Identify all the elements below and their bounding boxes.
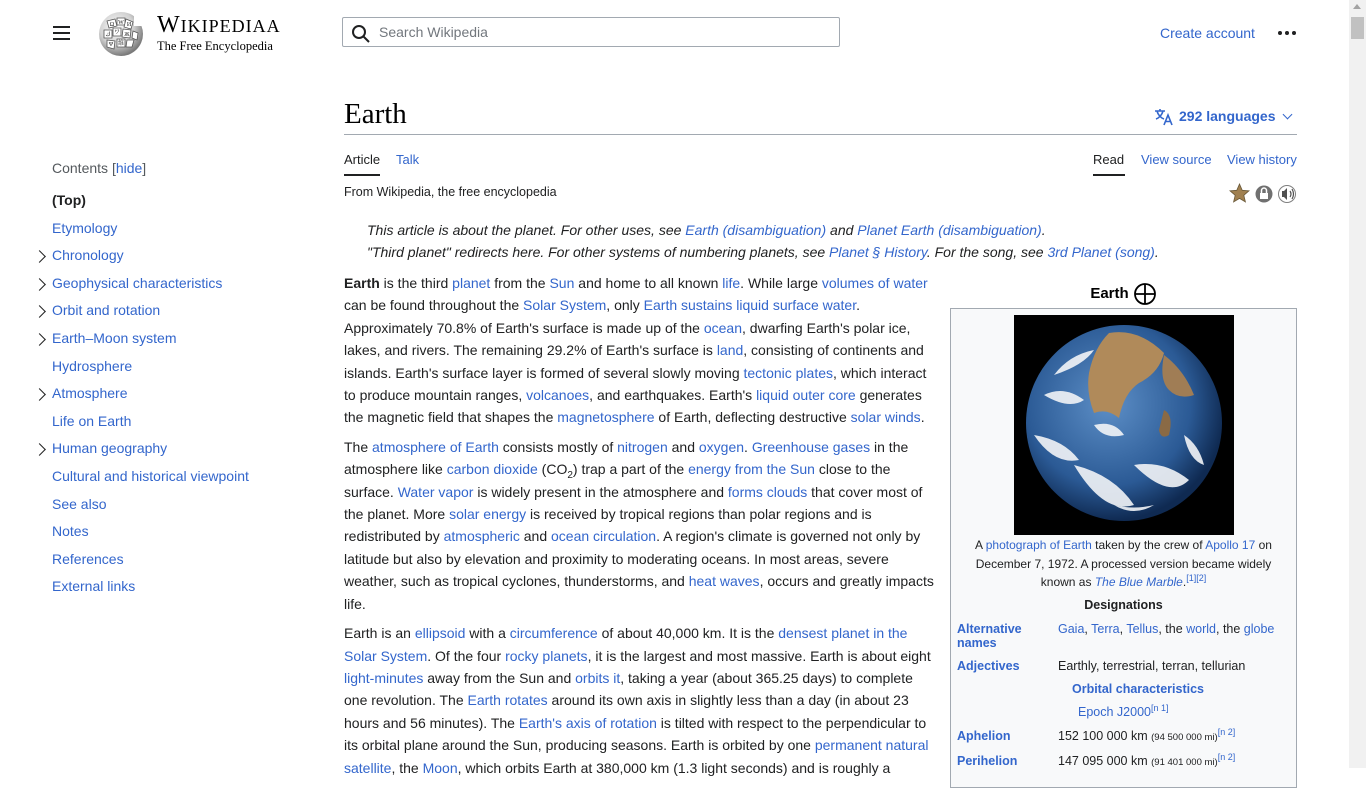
wiki-link[interactable]: forms clouds bbox=[727, 483, 808, 500]
wiki-link[interactable]: volcanoes bbox=[526, 387, 590, 404]
wiki-link[interactable]: light-minutes bbox=[344, 669, 424, 686]
text-run: A bbox=[975, 538, 986, 552]
infobox-image-caption bbox=[963, 536, 1284, 592]
wiki-link[interactable]: densest planet in the Solar System bbox=[344, 625, 908, 664]
wiki-link[interactable]: photograph of Earth bbox=[985, 538, 1092, 552]
toc-item[interactable]: External links bbox=[52, 578, 136, 594]
text-run: around its own axis in slightly less than a day (in about 23 hours and 56 minutes). The bbox=[344, 692, 909, 731]
text-run: . bbox=[744, 438, 752, 455]
toc-item[interactable]: Orbit and rotation bbox=[52, 302, 161, 318]
wiki-link[interactable]: ellipsoid bbox=[414, 625, 466, 642]
lock-icon[interactable] bbox=[1255, 183, 1273, 207]
text-run: , bbox=[1084, 622, 1092, 636]
adjectives-label[interactable]: Adjectives bbox=[957, 659, 1020, 673]
wiki-link[interactable]: carbon dioxide bbox=[446, 461, 538, 478]
chevron-right-icon[interactable] bbox=[33, 250, 46, 263]
text-run: . While large bbox=[740, 275, 822, 291]
aphelion-label[interactable]: Aphelion bbox=[957, 729, 1011, 743]
toc-item[interactable]: Human geography bbox=[52, 440, 168, 456]
wiki-link[interactable]: Water vapor bbox=[397, 483, 474, 500]
designations-header: Designations bbox=[1084, 598, 1163, 612]
toc-item[interactable]: Geophysical characteristics bbox=[52, 275, 223, 291]
wiki-link[interactable]: circumference bbox=[509, 625, 598, 642]
text-run: ) trap a part of the bbox=[572, 461, 689, 478]
wiki-link[interactable]: ocean circulation bbox=[551, 528, 657, 545]
create-account-link[interactable]: Create account bbox=[1160, 25, 1255, 41]
wiki-link[interactable]: oxygen bbox=[698, 438, 745, 455]
wiki-link[interactable]: nitrogen bbox=[617, 438, 668, 455]
text-run: consists mostly of bbox=[498, 438, 618, 455]
wiki-link[interactable]: solar winds bbox=[850, 409, 921, 426]
wiki-link[interactable]: Earth's axis of rotation bbox=[518, 714, 657, 731]
toc-item[interactable]: References bbox=[52, 551, 124, 567]
toc-item[interactable]: Notes bbox=[52, 523, 89, 539]
text-run: and bbox=[667, 438, 699, 455]
chevron-right-icon[interactable] bbox=[33, 388, 46, 401]
text-run: , it is the largest and most massive. Earth is about eight bbox=[587, 647, 931, 664]
text-run: , bbox=[1119, 622, 1127, 636]
text-run: can be found throughout the bbox=[344, 297, 524, 314]
wikipedia-wordmark[interactable] bbox=[157, 13, 281, 53]
text-run: , and earthquakes. Earth's bbox=[589, 387, 757, 404]
aphelion-value: 152 100 000 km (94 500 000 mi)[n 2] bbox=[1058, 726, 1236, 743]
search-input[interactable] bbox=[379, 18, 819, 46]
text-run: is tilted with respect to the perpendicular to its orbital plane around the Sun, producing seasons. Earth is orbited by one bbox=[344, 714, 927, 754]
wiki-link[interactable]: Greenhouse gases bbox=[751, 438, 871, 455]
wiki-link[interactable]: ocean bbox=[703, 319, 743, 336]
language-selector-button[interactable] bbox=[1154, 108, 1291, 128]
wiki-link[interactable]: world bbox=[1186, 622, 1216, 636]
reference-link[interactable]: [1][2] bbox=[1186, 573, 1207, 583]
audio-icon[interactable] bbox=[1277, 183, 1299, 207]
wiki-link[interactable]: Solar System bbox=[523, 297, 607, 314]
article-paragraph bbox=[344, 272, 936, 429]
text-run: away from the Sun and bbox=[423, 669, 576, 686]
epoch-link[interactable]: Epoch J2000 bbox=[1078, 705, 1151, 719]
text-run: , the bbox=[1158, 622, 1187, 636]
bold-term: Earth bbox=[344, 275, 380, 291]
wiki-link[interactable]: tectonic plates bbox=[743, 364, 833, 381]
adjectives-value: Earthly, terrestrial, terran, tellurian bbox=[1058, 659, 1246, 673]
wiki-link[interactable]: Apollo 17 bbox=[1205, 538, 1256, 552]
wiki-link[interactable]: Earth rotates bbox=[467, 692, 548, 709]
article-body bbox=[344, 272, 936, 786]
perihelion-label[interactable]: Perihelion bbox=[957, 754, 1018, 768]
text-run: is the third bbox=[379, 275, 453, 291]
text-run: The bbox=[344, 438, 373, 455]
wordmark-title: WIKIPEDIAA bbox=[157, 12, 281, 38]
main-menu-button[interactable] bbox=[46, 18, 76, 48]
text-run: of about 40,000 km. It is the bbox=[597, 625, 779, 642]
svg-text:Ψ: Ψ bbox=[108, 42, 114, 48]
wikipedia-globe-logo[interactable] bbox=[96, 9, 146, 57]
chevron-right-icon[interactable] bbox=[33, 333, 46, 346]
text-run: of Earth, deflecting destructive bbox=[654, 409, 851, 426]
text-run: . Approximately 70.8% of Earth's surface is made up of the bbox=[344, 297, 860, 336]
text-run: that cover most of the planet. More bbox=[344, 483, 923, 523]
infobox-caption: Earth bbox=[950, 282, 1297, 306]
infobox bbox=[950, 308, 1297, 788]
epoch-value bbox=[1078, 702, 1312, 719]
text-run: and home to all known bbox=[574, 275, 723, 291]
text-run: (CO bbox=[537, 461, 568, 478]
wiki-link[interactable]: orbits it bbox=[575, 669, 621, 686]
svg-text:W: W bbox=[118, 20, 124, 26]
hatnote-link[interactable]: 3rd Planet (song) bbox=[1047, 244, 1155, 260]
hamburger-icon bbox=[53, 26, 70, 28]
wiki-link[interactable]: planet bbox=[452, 275, 491, 291]
text-run: , which interact to produce mountain ranges, bbox=[344, 364, 927, 404]
toc-item[interactable]: Etymology bbox=[52, 220, 118, 236]
language-count: 292 languages bbox=[1179, 108, 1276, 124]
hatnote-redirect: "Third planet" redirects here. For other systems of numbering planets, see Planet § History. For the song, see 3rd Planet (song). bbox=[367, 244, 1159, 260]
note-ref[interactable]: [n 1] bbox=[1150, 702, 1169, 713]
toc-item[interactable]: See also bbox=[52, 496, 107, 512]
toc-item[interactable]: Hydrosphere bbox=[52, 358, 133, 374]
wiki-link[interactable]: rocky planets bbox=[505, 647, 588, 664]
hatnote-link[interactable]: Earth (disambiguation) bbox=[685, 222, 827, 238]
text-run: on December 7, 1972. A processed version became widely known as bbox=[975, 538, 1272, 589]
wiki-link[interactable]: liquid outer core bbox=[756, 387, 856, 404]
alt-names-value bbox=[1058, 622, 1292, 636]
tab-read[interactable]: Read bbox=[1093, 152, 1125, 167]
wiki-link[interactable]: globe bbox=[1243, 622, 1275, 636]
svg-text:ワ: ワ bbox=[113, 30, 121, 36]
article-paragraph bbox=[344, 622, 936, 779]
site-subtitle: From Wikipedia, the free encyclopedia bbox=[344, 185, 557, 199]
text-run: . bbox=[920, 409, 925, 426]
perihelion-value: 147 095 000 km (91 401 000 mi)[n 2] bbox=[1058, 751, 1236, 768]
wiki-link[interactable]: Moon bbox=[422, 759, 458, 776]
wiki-link[interactable]: land bbox=[716, 342, 744, 359]
text-run: is received by tropical regions than polar regions and is redistributed by bbox=[344, 506, 872, 545]
chevron-right-icon[interactable] bbox=[33, 278, 46, 291]
search-box[interactable] bbox=[342, 17, 840, 47]
page-title: Earth bbox=[344, 98, 407, 130]
site-header bbox=[0, 0, 1349, 66]
text-run: , consisting of continents and islands. Earth's surface layer is formed of several slowly moving bbox=[344, 342, 924, 381]
toc-item[interactable]: Earth–Moon system bbox=[52, 330, 177, 346]
toc-item[interactable]: Atmosphere bbox=[52, 385, 128, 401]
toc-heading: Contents [hide] bbox=[52, 160, 147, 176]
svg-text:Ж: Ж bbox=[124, 32, 130, 38]
wiki-link[interactable]: energy from the Sun bbox=[688, 461, 815, 478]
text-run: , dwarfing Earth's polar ice, lakes, and rivers. The remaining 29.2% of Earth's surface is bbox=[344, 319, 911, 359]
toc-item[interactable]: Life on Earth bbox=[52, 413, 132, 429]
wiki-link[interactable]: Tellus bbox=[1126, 622, 1159, 636]
text-run: , only bbox=[606, 297, 644, 314]
scroll-up-arrow-icon[interactable] bbox=[1353, 4, 1361, 9]
text-run: generates the magnetic field that shapes the bbox=[344, 387, 922, 426]
toc-item[interactable]: Cultural and historical viewpoint bbox=[52, 468, 249, 484]
earth-symbol-icon bbox=[1133, 282, 1157, 306]
tab-talk[interactable]: Talk bbox=[396, 152, 420, 167]
text-run: . bbox=[1182, 575, 1187, 589]
wiki-link[interactable]: Terra bbox=[1091, 622, 1120, 636]
featured-star-icon[interactable] bbox=[1229, 183, 1250, 207]
wiki-link[interactable]: heat waves bbox=[688, 573, 760, 590]
text-run: , taking a year (about 365.25 days) to complete one revolution. The bbox=[344, 669, 913, 709]
note-ref[interactable]: [n 2] bbox=[1217, 726, 1236, 737]
tab-view-history[interactable]: View history bbox=[1227, 152, 1297, 167]
wordmark-tagline: The Free Encyclopedia bbox=[157, 39, 273, 53]
text-run: with a bbox=[465, 625, 510, 642]
text-run: close to the surface. bbox=[344, 461, 891, 500]
wiki-link[interactable]: solar energy bbox=[449, 506, 527, 523]
wiki-link[interactable]: Gaia bbox=[1058, 622, 1085, 636]
text-run: Earth is an bbox=[344, 625, 415, 642]
wiki-link[interactable]: magnetosphere bbox=[557, 409, 655, 426]
wiki-link[interactable]: permanent natural satellite bbox=[344, 737, 929, 776]
orbital-characteristics-header[interactable]: Orbital characteristics bbox=[1071, 682, 1204, 696]
translate-icon bbox=[1154, 108, 1174, 126]
subscript: 2 bbox=[567, 470, 573, 482]
chevron-down-icon bbox=[1282, 110, 1292, 120]
text-run: , occurs and greatly impacts life. bbox=[344, 573, 934, 612]
svg-text:И: И bbox=[126, 22, 132, 28]
wiki-link[interactable]: atmosphere of Earth bbox=[372, 438, 499, 455]
wiki-link[interactable]: volumes of water bbox=[821, 275, 928, 291]
tab-read-underline bbox=[1093, 174, 1125, 176]
wiki-link[interactable]: The Blue Marble bbox=[1094, 575, 1183, 589]
svg-text:Ω: Ω bbox=[109, 22, 115, 28]
svg-text:維: 維 bbox=[117, 41, 125, 47]
text-run: from the bbox=[490, 275, 550, 291]
tab-article-underline bbox=[344, 174, 380, 176]
chevron-right-icon[interactable] bbox=[33, 305, 46, 318]
wiki-link[interactable]: atmospheric bbox=[443, 528, 520, 545]
chevron-right-icon[interactable] bbox=[33, 443, 46, 456]
text-run: . A region's climate is governed not only by latitude but also by elevation and proximity to moderating oceans. In most areas, severe weather, such as tropical cyclones, thunderstorms, and bbox=[344, 528, 921, 590]
page-scrollbar[interactable] bbox=[1349, 0, 1366, 768]
toc-item[interactable]: (Top) bbox=[52, 192, 86, 208]
hatnote-link[interactable]: Planet § History bbox=[829, 244, 927, 260]
scrollbar-thumb[interactable] bbox=[1351, 17, 1364, 39]
text-run: , the bbox=[391, 759, 423, 776]
toc-item[interactable]: Chronology bbox=[52, 247, 124, 263]
wiki-link[interactable]: Sun bbox=[549, 275, 575, 291]
earth-photo[interactable] bbox=[1014, 315, 1234, 535]
text-run: . Of the four bbox=[427, 647, 506, 664]
wiki-link[interactable]: life bbox=[722, 275, 741, 291]
title-divider bbox=[344, 134, 1297, 135]
more-options-button[interactable] bbox=[1274, 22, 1300, 44]
text-run: , which orbits Earth at 380,000 km (1.3 light seconds) and is roughly a bbox=[457, 759, 891, 776]
note-ref[interactable]: [n 2] bbox=[1217, 751, 1236, 762]
toc-hide-link[interactable]: hide bbox=[115, 160, 143, 176]
wiki-link[interactable]: Earth sustains liquid surface water bbox=[643, 297, 857, 314]
alt-names-label[interactable]: Alternative names bbox=[957, 622, 1022, 650]
hatnote-link[interactable]: Planet Earth (disambiguation) bbox=[857, 222, 1042, 238]
search-icon bbox=[351, 24, 371, 44]
svg-text:ك: ك bbox=[105, 32, 111, 38]
text-run: in the atmosphere like bbox=[344, 438, 909, 478]
article-paragraph bbox=[344, 436, 936, 615]
hatnote-disambiguation: This article is about the planet. For other uses, see Earth (disambiguation) and Planet Earth (disambiguation). bbox=[367, 222, 1046, 238]
text-run: , the bbox=[1216, 622, 1244, 636]
tab-article[interactable]: Article bbox=[344, 152, 381, 167]
text-run: and bbox=[519, 528, 552, 545]
text-run: taken by the crew of bbox=[1091, 538, 1206, 552]
text-run: is widely present in the atmosphere and bbox=[473, 483, 728, 500]
tab-view-source[interactable]: View source bbox=[1141, 152, 1212, 167]
